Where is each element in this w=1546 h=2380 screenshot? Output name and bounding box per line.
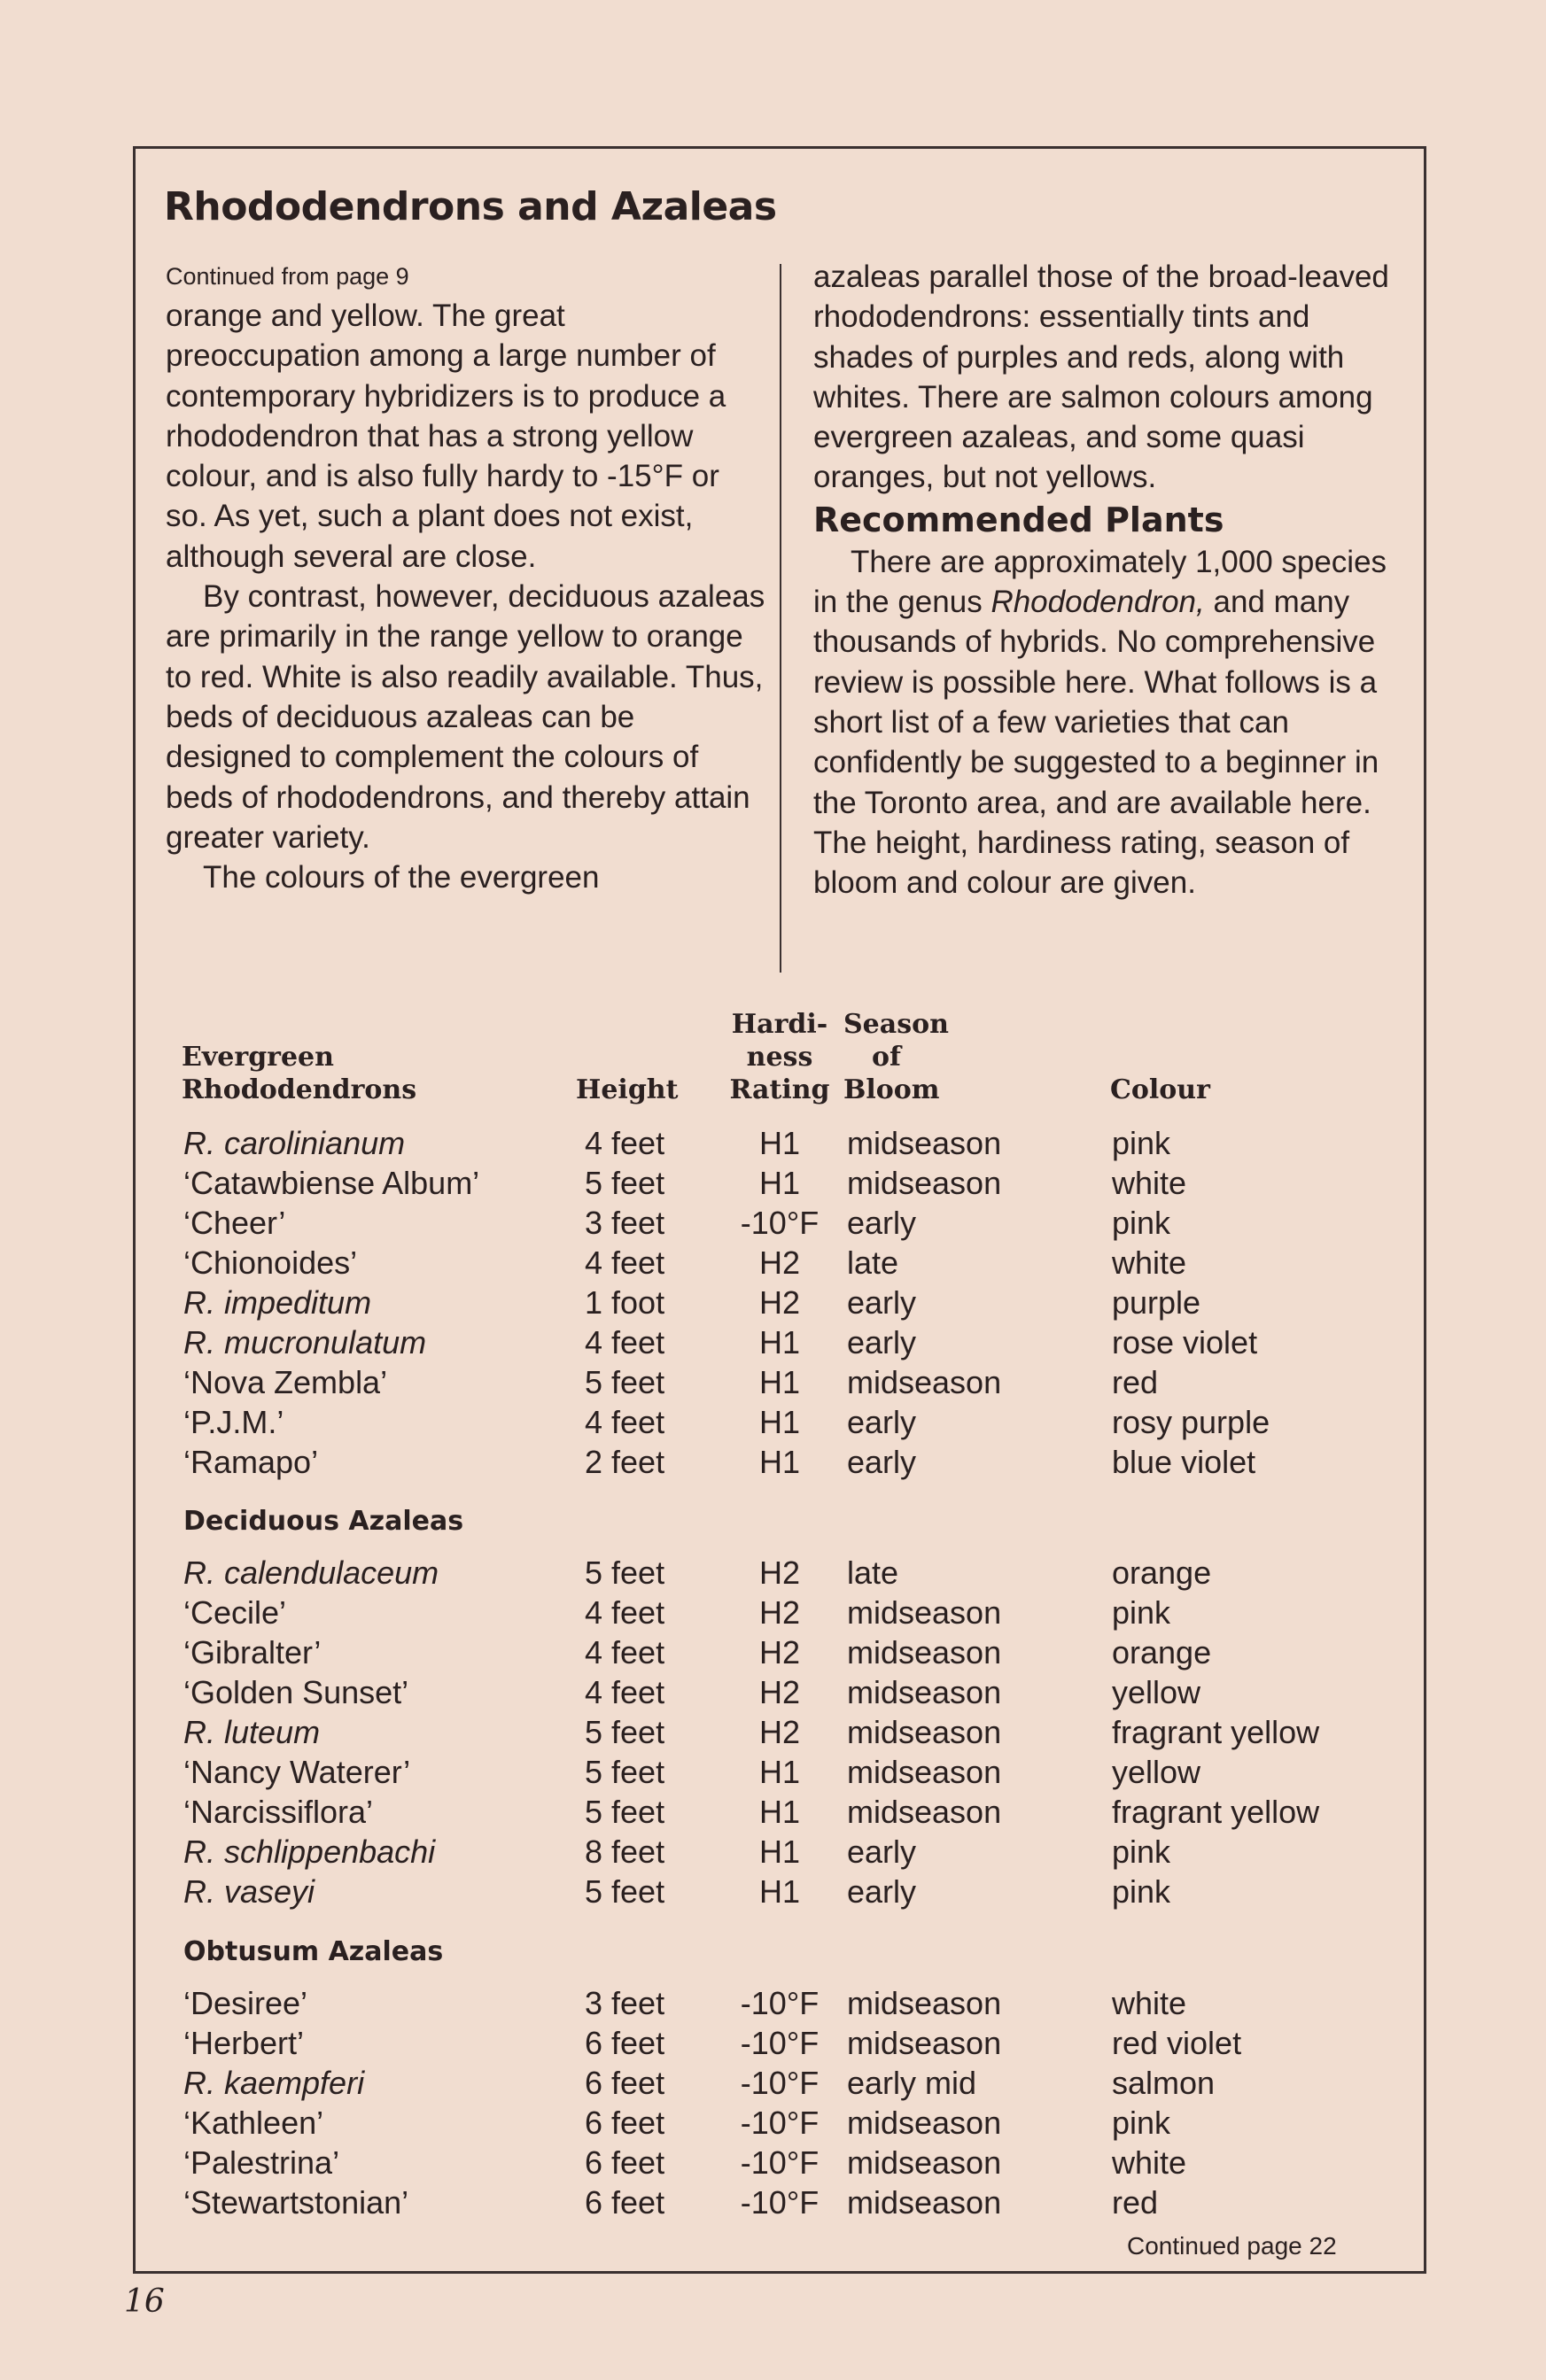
table-row xyxy=(0,1123,1546,1163)
plant-colour: orange xyxy=(1112,1634,1212,1671)
plant-hardiness: H2 xyxy=(758,1674,801,1710)
plant-season: early xyxy=(847,1324,917,1361)
plant-season: midseason xyxy=(847,1674,1002,1710)
table-row xyxy=(0,1402,1546,1442)
plant-colour: white xyxy=(1112,2144,1187,2181)
plant-name: ‘Ramapo’ xyxy=(183,1444,319,1480)
plant-season: midseason xyxy=(847,1754,1002,1790)
plant-name: ‘Narcissiflora’ xyxy=(183,1794,374,1830)
plant-height: 8 feet xyxy=(585,1833,665,1870)
plant-name: R. carolinianum xyxy=(183,1125,406,1161)
plant-colour: white xyxy=(1112,1165,1187,1201)
header-hardiness-line: Rating xyxy=(729,1074,830,1105)
plant-height: 3 feet xyxy=(585,1205,665,1241)
plant-hardiness: H1 xyxy=(758,1833,801,1870)
plant-height: 4 feet xyxy=(585,1674,665,1710)
plant-season: midseason xyxy=(847,2184,1002,2221)
header-name xyxy=(182,1041,416,1106)
genus-name: Rhododendron, xyxy=(991,585,1205,620)
plant-name: ‘Chionoides’ xyxy=(183,1244,358,1281)
plant-hardiness: H1 xyxy=(758,1754,801,1790)
plant-name: ‘Herbert’ xyxy=(183,2025,305,2061)
paragraph: By contrast, however, deciduous azaleas are primarily in the range yellow to orange to red. White is also readily available. Thus, beds of deciduous azaleas can be designed to complement the colours of beds of rhododendrons, and thereby attain greater variety. xyxy=(166,579,765,855)
table-row xyxy=(0,1792,1546,1832)
plant-name: ‘Desiree’ xyxy=(183,1985,308,2021)
plant-height: 5 feet xyxy=(585,1754,665,1790)
plant-hardiness: H1 xyxy=(758,1794,801,1830)
table-row xyxy=(0,2063,1546,2103)
plant-height: 6 feet xyxy=(585,2144,665,2181)
plant-name: ‘Cheer’ xyxy=(183,1205,286,1241)
header-season-line: Bloom xyxy=(843,1074,940,1105)
table-row xyxy=(0,1632,1546,1672)
article-title: Rhododendrons and Azaleas xyxy=(164,184,777,229)
plant-colour: pink xyxy=(1112,1833,1171,1870)
header-name-line: Rhododendrons xyxy=(182,1074,417,1105)
group-heading-obtusum: Obtusum Azaleas xyxy=(183,1936,444,1967)
plant-hardiness: H1 xyxy=(758,1444,801,1480)
plant-height: 4 feet xyxy=(585,1634,665,1671)
plant-height: 5 feet xyxy=(585,1873,665,1910)
table-row xyxy=(0,1243,1546,1283)
plant-height: 4 feet xyxy=(585,1594,665,1631)
plant-height: 4 feet xyxy=(585,1404,665,1440)
plant-colour: rose violet xyxy=(1112,1324,1258,1361)
table-row xyxy=(0,1752,1546,1792)
plant-hardiness: H2 xyxy=(758,1594,801,1631)
plant-colour: fragrant yellow xyxy=(1112,1714,1320,1750)
plant-name: ‘Golden Sunset’ xyxy=(183,1674,409,1710)
plant-height: 6 feet xyxy=(585,2065,665,2101)
table-row xyxy=(0,2143,1546,2182)
group-heading-deciduous: Deciduous Azaleas xyxy=(183,1506,464,1537)
table-row xyxy=(0,2023,1546,2063)
plant-season: early xyxy=(847,1284,917,1321)
plant-height: 4 feet xyxy=(585,1125,665,1161)
plant-hardiness: -10°F xyxy=(740,2025,820,2061)
plant-season: early xyxy=(847,1205,917,1241)
plant-name: ‘Nova Zembla’ xyxy=(183,1364,388,1400)
table-row xyxy=(0,1712,1546,1752)
plant-height: 5 feet xyxy=(585,1794,665,1830)
plant-colour: fragrant yellow xyxy=(1112,1794,1320,1830)
plant-hardiness: H2 xyxy=(758,1634,801,1671)
plant-name: ‘Cecile’ xyxy=(183,1594,287,1631)
plant-colour: pink xyxy=(1112,1125,1171,1161)
plant-season: midseason xyxy=(847,1594,1002,1631)
plant-height: 6 feet xyxy=(585,2105,665,2141)
plant-season: midseason xyxy=(847,2025,1002,2061)
plant-hardiness: H2 xyxy=(758,1714,801,1750)
plant-name: R. mucronulatum xyxy=(183,1324,427,1361)
plant-hardiness: -10°F xyxy=(740,1985,820,2021)
paragraph: azaleas parallel those of the broad-leaved rhododendrons: essentially tints and shades of purples and reds, along with whites. There are salmon colours among evergreen azaleas, and some quasi oranges, but not yellows. xyxy=(813,260,1389,495)
table-row xyxy=(0,1672,1546,1712)
plant-height: 5 feet xyxy=(585,1714,665,1750)
plant-hardiness: -10°F xyxy=(740,1205,820,1241)
plant-name: ‘Palestrina’ xyxy=(183,2144,340,2181)
plant-hardiness: H2 xyxy=(758,1244,801,1281)
plant-season: early mid xyxy=(847,2065,977,2101)
continued-to-note: Continued page 22 xyxy=(1127,2232,1337,2260)
plant-name: ‘Nancy Waterer’ xyxy=(183,1754,411,1790)
plant-height: 2 feet xyxy=(585,1444,665,1480)
plant-height: 5 feet xyxy=(585,1554,665,1591)
plant-season: late xyxy=(847,1244,899,1281)
plant-season: midseason xyxy=(847,2144,1002,2181)
table-row xyxy=(0,1163,1546,1203)
plant-name: ‘Gibralter’ xyxy=(183,1634,322,1671)
header-season-line: Season xyxy=(843,1009,949,1040)
paragraph: orange and yellow. The great preoccupation among a large number of contemporary hybridizers is to produce a rhododendron that has a strong yellow colour, and is also fully hardy to -15°F or so. As yet, such a plant does not exist, although several are close. xyxy=(166,298,726,574)
plant-hardiness: H2 xyxy=(758,1554,801,1591)
paragraph-text: There are approximately 1,000 species in the genus xyxy=(813,544,1387,620)
plant-height: 1 foot xyxy=(585,1284,665,1321)
plant-height: 4 feet xyxy=(585,1324,665,1361)
plant-colour: pink xyxy=(1112,2105,1171,2141)
header-colour: Colour xyxy=(1110,1074,1210,1105)
section-heading: Recommended Plants xyxy=(813,500,1224,539)
plant-hardiness: H2 xyxy=(758,1284,801,1321)
plant-hardiness: H1 xyxy=(758,1165,801,1201)
table-row xyxy=(0,2103,1546,2143)
plant-name: R. kaempferi xyxy=(183,2065,365,2101)
plant-season: early xyxy=(847,1404,917,1440)
plant-name: R. calendulaceum xyxy=(183,1554,439,1591)
table-row xyxy=(0,1203,1546,1243)
plant-hardiness: -10°F xyxy=(740,2144,820,2181)
header-season-line: of xyxy=(872,1042,901,1073)
plant-colour: rosy purple xyxy=(1112,1404,1270,1440)
plant-colour: orange xyxy=(1112,1554,1212,1591)
table-row xyxy=(0,1553,1546,1593)
plant-season: early xyxy=(847,1833,917,1870)
plant-hardiness: H1 xyxy=(758,1873,801,1910)
table-row xyxy=(0,1983,1546,2023)
continued-from-note: Continued from page 9 xyxy=(166,263,409,290)
plant-colour: red xyxy=(1112,2184,1159,2221)
table-row xyxy=(0,1593,1546,1632)
plant-height: 4 feet xyxy=(585,1244,665,1281)
plant-colour: white xyxy=(1112,1985,1187,2021)
header-name-line: Evergreen xyxy=(182,1042,334,1073)
plant-name: ‘Stewartstonian’ xyxy=(183,2184,409,2221)
table-row xyxy=(0,1832,1546,1872)
table-row xyxy=(0,1362,1546,1402)
plant-season: early xyxy=(847,1873,917,1910)
plant-colour: white xyxy=(1112,1244,1187,1281)
table-row xyxy=(0,2182,1546,2222)
table-row xyxy=(0,1872,1546,1911)
paragraph: The colours of the evergreen xyxy=(203,860,600,895)
plant-hardiness: -10°F xyxy=(740,2065,820,2101)
plant-height: 6 feet xyxy=(585,2025,665,2061)
plant-colour: red violet xyxy=(1112,2025,1242,2061)
plant-name: R. schlippenbachi xyxy=(183,1833,436,1870)
plant-colour: yellow xyxy=(1112,1754,1201,1790)
plant-hardiness: H1 xyxy=(758,1125,801,1161)
plant-height: 5 feet xyxy=(585,1165,665,1201)
plant-hardiness: H1 xyxy=(758,1324,801,1361)
table-row xyxy=(0,1442,1546,1482)
plant-season: midseason xyxy=(847,1125,1002,1161)
paragraph-text: and many thousands of hybrids. No comprehensive review is possible here. What follows is a short list of a few varieties that can confidently be suggested to a beginner in the Toronto area, and are available here. The height, hardiness rating, season of bloom and colour are given. xyxy=(813,585,1379,901)
plant-colour: purple xyxy=(1112,1284,1201,1321)
plant-season: midseason xyxy=(847,1364,1002,1400)
plant-colour: blue violet xyxy=(1112,1444,1256,1480)
plant-hardiness: H1 xyxy=(758,1404,801,1440)
plant-height: 5 feet xyxy=(585,1364,665,1400)
plant-hardiness: H1 xyxy=(758,1364,801,1400)
plant-season: midseason xyxy=(847,1985,1002,2021)
header-hardiness xyxy=(722,1008,837,1106)
plant-colour: pink xyxy=(1112,1594,1171,1631)
header-height: Height xyxy=(576,1074,679,1105)
plant-hardiness: -10°F xyxy=(740,2105,820,2141)
plant-name: R. vaseyi xyxy=(183,1873,315,1910)
plant-season: midseason xyxy=(847,1165,1002,1201)
plant-season: midseason xyxy=(847,1714,1002,1750)
plant-name: ‘Catawbiense Album’ xyxy=(183,1165,480,1201)
header-hardiness-line: ness xyxy=(746,1042,813,1073)
table-row xyxy=(0,1283,1546,1322)
header-season xyxy=(843,1008,950,1106)
plant-season: midseason xyxy=(847,1634,1002,1671)
plant-season: late xyxy=(847,1554,899,1591)
table-row xyxy=(0,1322,1546,1362)
plant-colour: salmon xyxy=(1112,2065,1216,2101)
plant-season: early xyxy=(847,1444,917,1480)
page-number: 16 xyxy=(124,2283,165,2320)
plant-season: midseason xyxy=(847,2105,1002,2141)
plant-colour: yellow xyxy=(1112,1674,1201,1710)
plant-name: R. impeditum xyxy=(183,1284,372,1321)
header-hardiness-line: Hardi- xyxy=(731,1009,828,1040)
plant-season: midseason xyxy=(847,1794,1002,1830)
plant-name: ‘Kathleen’ xyxy=(183,2105,324,2141)
plant-name: R. luteum xyxy=(183,1714,321,1750)
plant-colour: pink xyxy=(1112,1205,1171,1241)
plant-colour: pink xyxy=(1112,1873,1171,1910)
plant-colour: red xyxy=(1112,1364,1159,1400)
plant-height: 3 feet xyxy=(585,1985,665,2021)
plant-height: 6 feet xyxy=(585,2184,665,2221)
plant-name: ‘P.J.M.’ xyxy=(183,1404,284,1440)
plant-hardiness: -10°F xyxy=(740,2184,820,2221)
